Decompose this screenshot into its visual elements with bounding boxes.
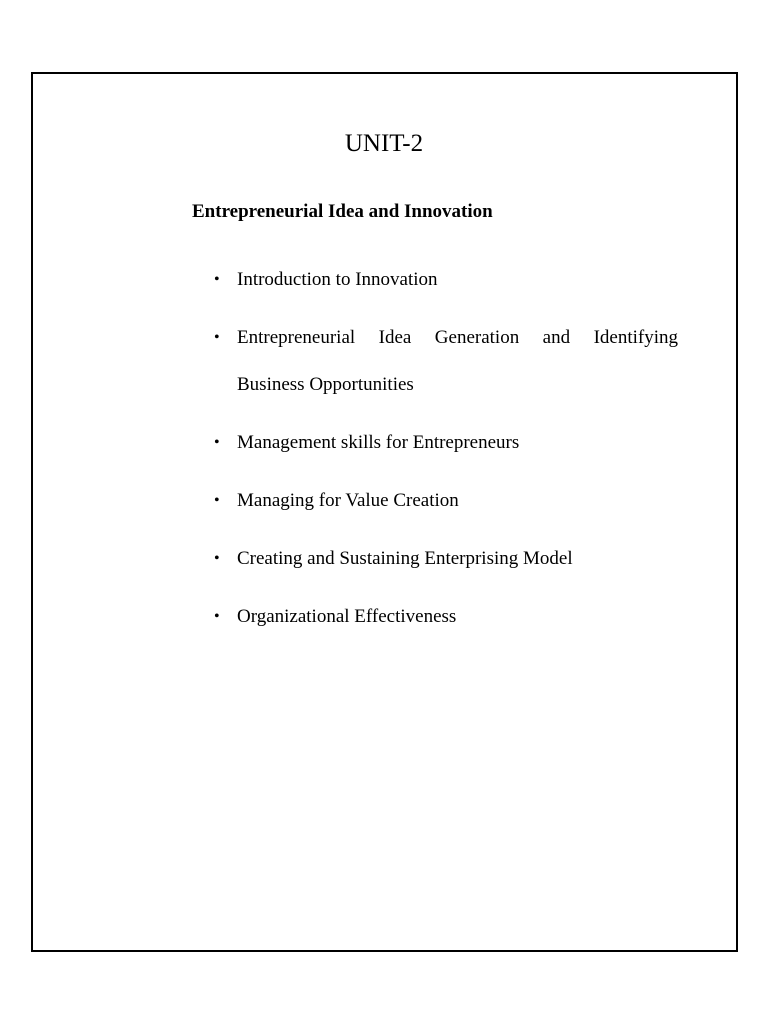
bullet-icon: • <box>214 434 220 451</box>
topic-text: Managing for Value Creation <box>237 490 459 511</box>
bullet-icon: • <box>214 492 220 509</box>
bullet-icon: • <box>214 550 220 567</box>
list-item <box>214 314 678 408</box>
bullet-icon: • <box>214 271 220 288</box>
bullet-icon: • <box>214 608 220 625</box>
list-item <box>214 256 678 303</box>
unit-title: UNIT-2 <box>344 130 424 157</box>
bullet-icon: • <box>214 329 220 346</box>
topic-list <box>214 256 678 651</box>
list-item <box>214 535 678 582</box>
list-item <box>214 593 678 640</box>
topic-text: Entrepreneurial Idea Generation and Identifying <box>237 327 678 348</box>
topic-text: Organizational Effectiveness <box>237 606 457 627</box>
topic-text: Creating and Sustaining Enterprising Model <box>237 548 573 569</box>
list-item <box>214 419 678 466</box>
topic-text: Management skills for Entrepreneurs <box>237 432 520 453</box>
list-item <box>214 477 678 524</box>
topic-text: Introduction to Innovation <box>237 269 438 290</box>
topic-text-continued: Business Opportunities <box>237 374 414 395</box>
section-heading: Entrepreneurial Idea and Innovation <box>192 201 493 222</box>
